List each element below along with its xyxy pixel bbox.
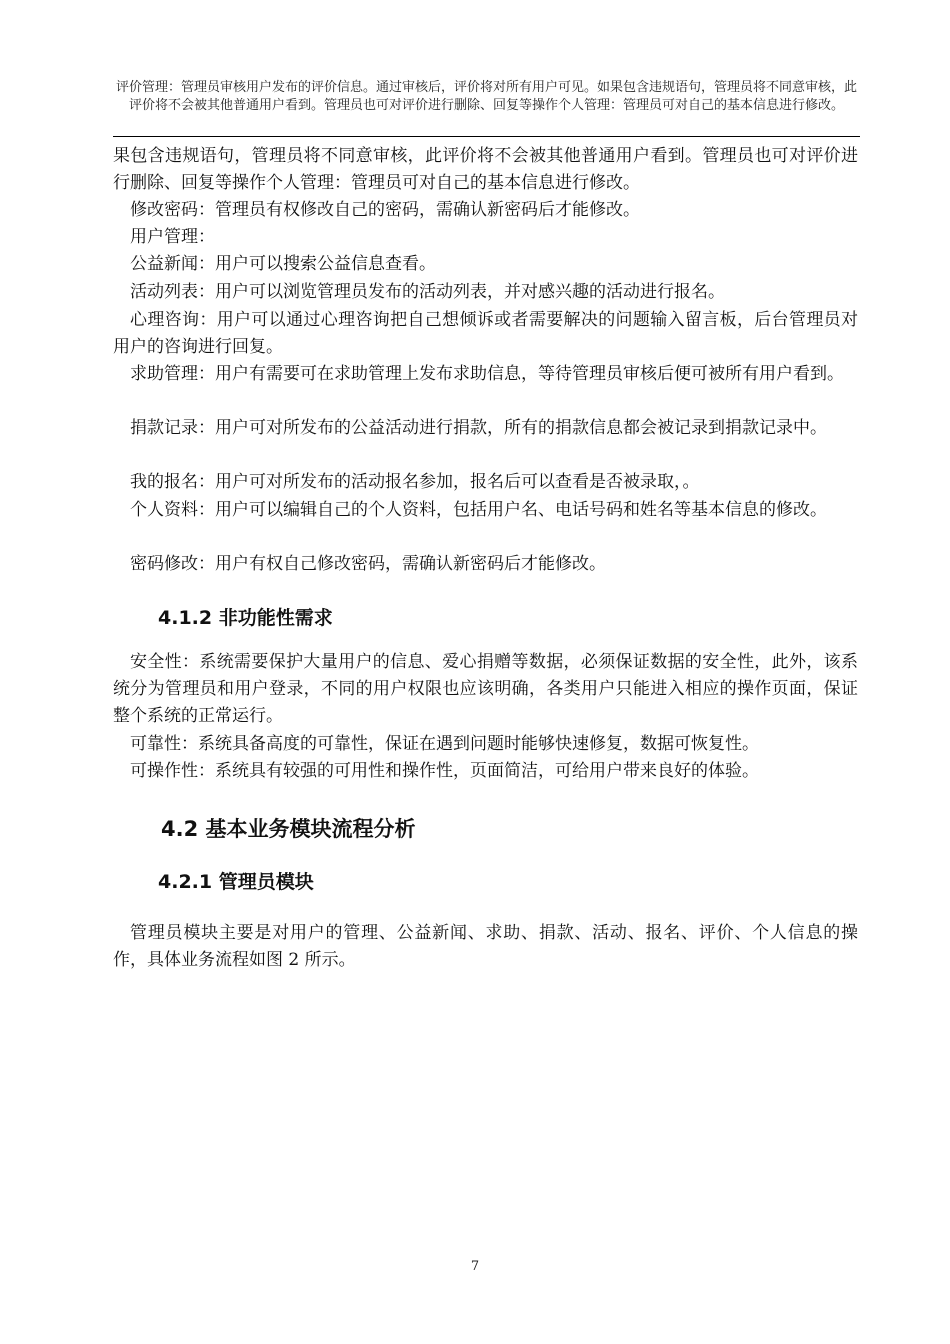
- paragraph-charity-news: 公益新闻：用户可以搜索公益信息查看。: [130, 254, 436, 274]
- paragraph-help-management: 求助管理：用户有需要可在求助管理上发布求助信息，等待管理员审核后便可被所有用户看到。: [130, 364, 844, 384]
- heading-4-1-2: 4.1.2 非功能性需求: [158, 607, 333, 629]
- paragraph-reliability: 可靠性：系统具备高度的可靠性，保证在遇到问题时能够快速修复，数据可恢复性。: [130, 734, 759, 754]
- paragraph-user-management: 用户管理：: [130, 227, 215, 247]
- paragraph-activity-list: 活动列表：用户可以浏览管理员发布的活动列表，并对感兴趣的活动进行报名。: [130, 282, 725, 302]
- paragraph-admin-module: 管理员模块主要是对用户的管理、公益新闻、求助、捐款、活动、报名、评价、个人信息的操作，具体业务流程如图 2 所示。: [113, 923, 858, 970]
- paragraph-operability: 可操作性：系统具有较强的可用性和操作性，页面简洁，可给用户带来良好的体验。: [130, 761, 759, 781]
- paragraph-continued: 果包含违规语句，管理员将不同意审核，此评价将不会被其他普通用户看到。管理员也可对评价进行删除、回复等操作个人管理：管理员可对自己的基本信息进行修改。: [113, 146, 858, 193]
- page-header: 评价管理：管理员审核用户发布的评价信息。通过审核后，评价将对所有用户可见。如果包含违规语句，管理员将不同意审核，此评价将不会被其他普通用户看到。管理员也可对评价进行删除、回复等操作个人管理：管理员可对自己的基本信息进行修改。: [115, 80, 857, 113]
- page-number: 7: [470, 1259, 480, 1274]
- paragraph-psych-consult: 心理咨询：用户可以通过心理咨询把自己想倾诉或者需要解决的问题输入留言板，后台管理员对用户的咨询进行回复。: [113, 310, 858, 357]
- paragraph-password-change-user: 密码修改：用户有权自己修改密码，需确认新密码后才能修改。: [130, 554, 606, 574]
- heading-4-2: 4.2 基本业务模块流程分析: [161, 817, 416, 841]
- paragraph-my-registration: 我的报名：用户可对所发布的活动报名参加，报名后可以查看是否被录取，。: [130, 472, 700, 492]
- paragraph-change-password-admin: 修改密码：管理员有权修改自己的密码，需确认新密码后才能修改。: [130, 200, 640, 220]
- paragraph-security: 安全性：系统需要保护大量用户的信息、爱心捐赠等数据，必须保证数据的安全性，此外，该系统分为管理员和用户登录，不同的用户权限也应该明确，各类用户只能进入相应的操作页面，保证整个系统的正常运行。: [113, 652, 858, 726]
- header-divider: [113, 136, 860, 137]
- heading-4-2-1: 4.2.1 管理员模块: [158, 871, 314, 893]
- paragraph-personal-profile: 个人资料：用户可以编辑自己的个人资料，包括用户名、电话号码和姓名等基本信息的修改。: [130, 500, 827, 520]
- paragraph-donation-records: 捐款记录：用户可对所发布的公益活动进行捐款，所有的捐款信息都会被记录到捐款记录中。: [130, 418, 827, 438]
